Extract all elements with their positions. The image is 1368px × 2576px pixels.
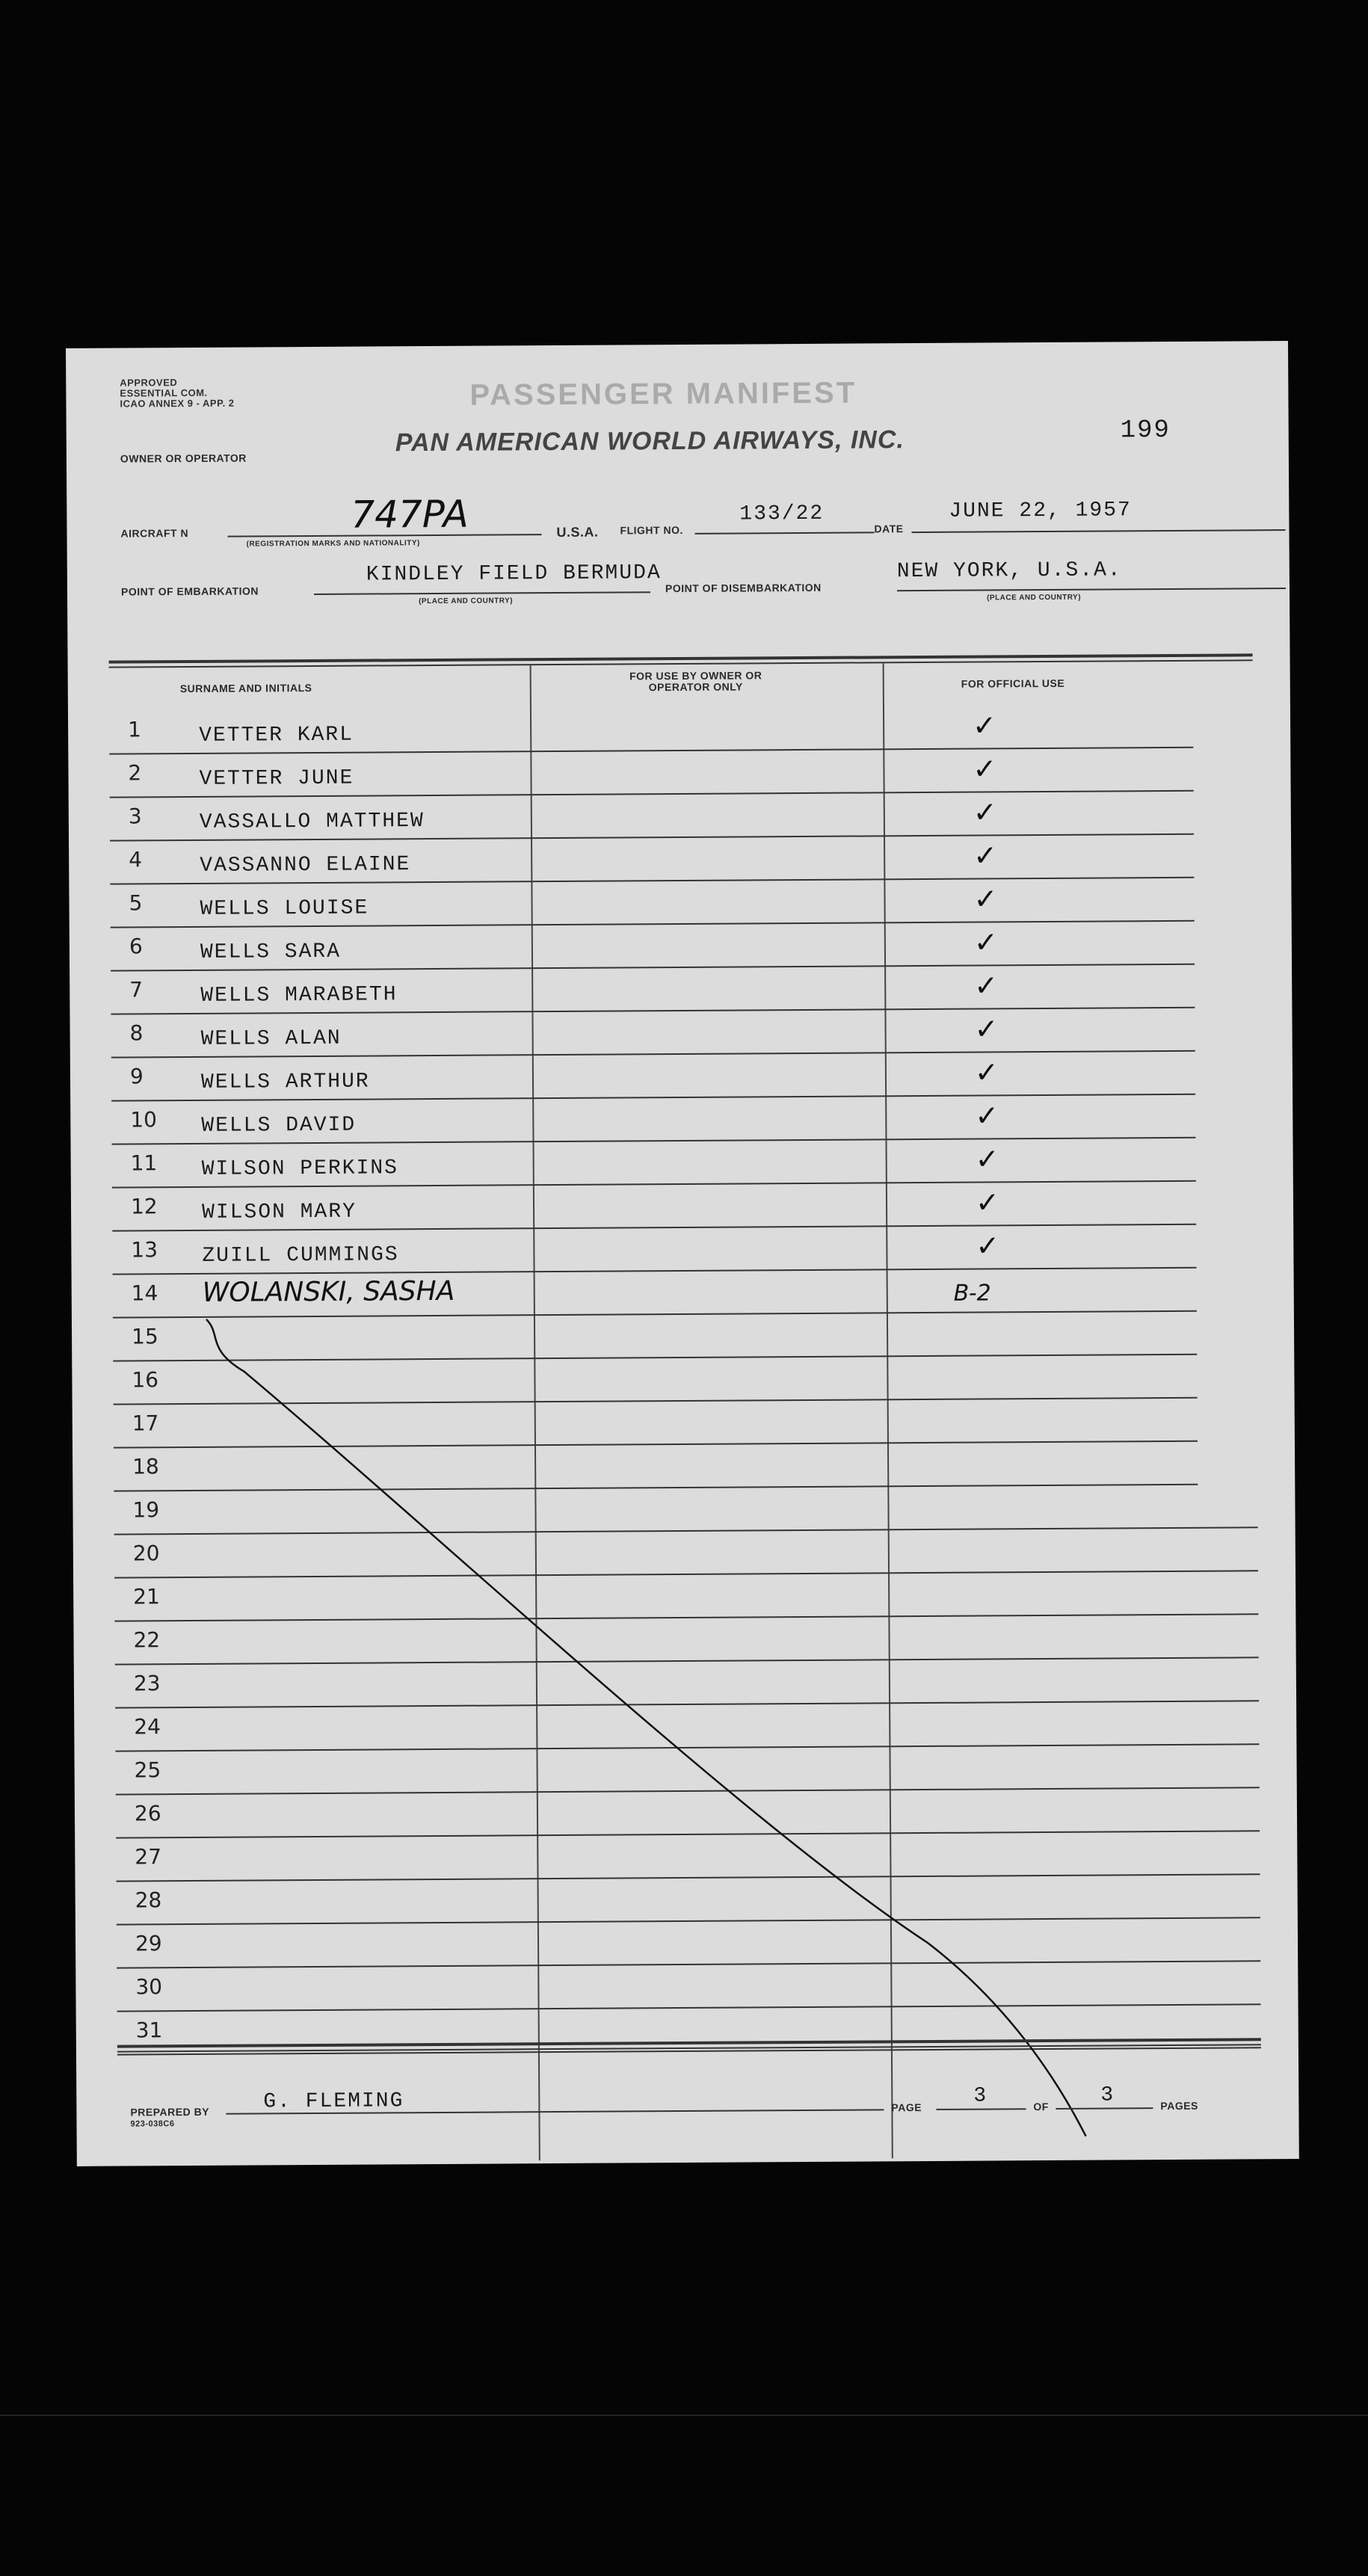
flight-value: 133/22 [739, 502, 825, 526]
column-header-owner-use: FOR USE BY OWNER OR OPERATOR ONLY [629, 669, 762, 694]
passenger-name: WELLS ALAN [200, 1026, 342, 1051]
form-title: PASSENGER MANIFEST [469, 376, 857, 412]
prepared-by-value: G. FLEMING [263, 2089, 404, 2114]
row-number: 27 [135, 1844, 162, 1870]
row-number: 5 [129, 890, 143, 916]
place-note-embark: (PLACE AND COUNTRY) [419, 597, 514, 606]
passenger-name: VASSALLO MATTHEW [199, 810, 425, 834]
row-number: 16 [132, 1367, 159, 1393]
approval-line: ESSENTIAL COM. [120, 386, 208, 399]
passenger-name: WILSON PERKINS [201, 1156, 399, 1181]
page-label: PAGE [891, 2101, 922, 2114]
place-note-disembark: (PLACE AND COUNTRY) [987, 593, 1082, 603]
passenger-name: WELLS SARA [200, 940, 342, 964]
passenger-name: WELLS DAVID [201, 1113, 357, 1138]
row-number: 13 [131, 1237, 158, 1263]
official-mark: ✓ [973, 752, 997, 786]
row-number: 1 [128, 717, 142, 742]
official-mark: ✓ [972, 709, 997, 742]
passenger-name: WELLS MARABETH [200, 983, 398, 1008]
pages-label: PAGES [1160, 2099, 1198, 2113]
official-mark: ✓ [973, 882, 998, 916]
passenger-name: VASSANNO ELAINE [200, 853, 411, 878]
row-number: 10 [130, 1107, 158, 1133]
disembark-label: POINT OF DISEMBARKATION [665, 581, 822, 595]
row-number: 26 [134, 1801, 161, 1826]
flight-label: FLIGHT NO. [620, 523, 683, 537]
registration-note: (REGISTRATION MARKS AND NATIONALITY) [246, 539, 420, 549]
row-number: 25 [134, 1757, 161, 1783]
date-value: JUNE 22, 1957 [949, 499, 1132, 523]
form-number: 923-038C6 [130, 2119, 175, 2129]
passenger-name: WELLS LOUISE [200, 896, 369, 921]
passenger-name: VETTER JUNE [199, 766, 354, 791]
embark-label: POINT OF EMBARKATION [120, 585, 259, 598]
prepared-by-label: PREPARED BY [130, 2105, 210, 2119]
row-number: 31 [135, 2018, 163, 2043]
row-number: 2 [128, 760, 142, 786]
disembark-value: NEW YORK, U.S.A. [896, 558, 1122, 584]
scan-edge-line [0, 2415, 1368, 2416]
official-mark: ✓ [973, 839, 998, 872]
page-value: 3 [973, 2084, 988, 2108]
row-number: 8 [129, 1020, 144, 1046]
embark-value: KINDLEY FIELD BERMUDA [366, 561, 662, 587]
page-stamp-number: 199 [1120, 416, 1171, 446]
cancellation-line [66, 341, 1299, 2166]
row-number: 18 [132, 1454, 159, 1479]
country-label: U.S.A. [556, 524, 599, 540]
row-number: 4 [129, 847, 143, 872]
row-number: 6 [129, 934, 143, 959]
row-number: 22 [133, 1627, 161, 1653]
passenger-name: VETTER KARL [199, 723, 354, 748]
company-name: PAN AMERICAN WORLD AIRWAYS, INC. [395, 425, 905, 457]
owner-label: OWNER OR OPERATOR [120, 452, 247, 465]
approval-line: APPROVED [120, 377, 178, 389]
passenger-name: WOLANSKI, SASHA [202, 1275, 455, 1308]
row-number: 9 [129, 1064, 144, 1089]
row-number: 24 [134, 1714, 161, 1740]
official-mark: ✓ [975, 1186, 999, 1219]
official-mark: ✓ [974, 1056, 999, 1089]
official-mark: B-2 [953, 1280, 991, 1307]
row-number: 19 [132, 1497, 160, 1523]
row-number: 15 [131, 1324, 158, 1349]
official-mark: ✓ [973, 795, 997, 829]
date-label: DATE [874, 523, 904, 535]
approval-line: ICAO ANNEX 9 - APP. 2 [120, 397, 235, 410]
column-header-official-use: FOR OFFICIAL USE [961, 677, 1065, 690]
row-number: 7 [129, 977, 144, 1002]
row-number: 28 [135, 1888, 162, 1913]
pages-value: 3 [1100, 2083, 1115, 2107]
aircraft-label: AIRCRAFT N [120, 527, 189, 540]
row-number: 12 [130, 1194, 158, 1219]
official-mark: ✓ [975, 1142, 999, 1176]
passenger-name: WELLS ARTHUR [200, 1070, 370, 1094]
official-mark: ✓ [974, 1012, 999, 1046]
official-mark: ✓ [975, 1099, 999, 1133]
row-number: 11 [130, 1150, 158, 1176]
row-number: 29 [135, 1931, 162, 1956]
aircraft-value: 747PA [351, 492, 469, 537]
official-mark: ✓ [976, 1229, 1000, 1263]
row-number: 14 [131, 1281, 158, 1306]
official-mark: ✓ [973, 925, 998, 959]
official-mark: ✓ [974, 969, 999, 1002]
row-number: 3 [128, 804, 142, 829]
passenger-name: ZUILL CUMMINGS [202, 1243, 399, 1268]
of-label: OF [1033, 2101, 1049, 2113]
passenger-name: WILSON MARY [201, 1200, 357, 1224]
row-number: 17 [132, 1411, 159, 1436]
row-number: 30 [135, 1974, 163, 2000]
column-header-surname: SURNAME AND INITIALS [179, 681, 312, 695]
row-number: 21 [133, 1584, 160, 1609]
manifest-sheet [66, 341, 1299, 2166]
row-number: 23 [133, 1671, 161, 1696]
row-number: 20 [132, 1541, 160, 1566]
